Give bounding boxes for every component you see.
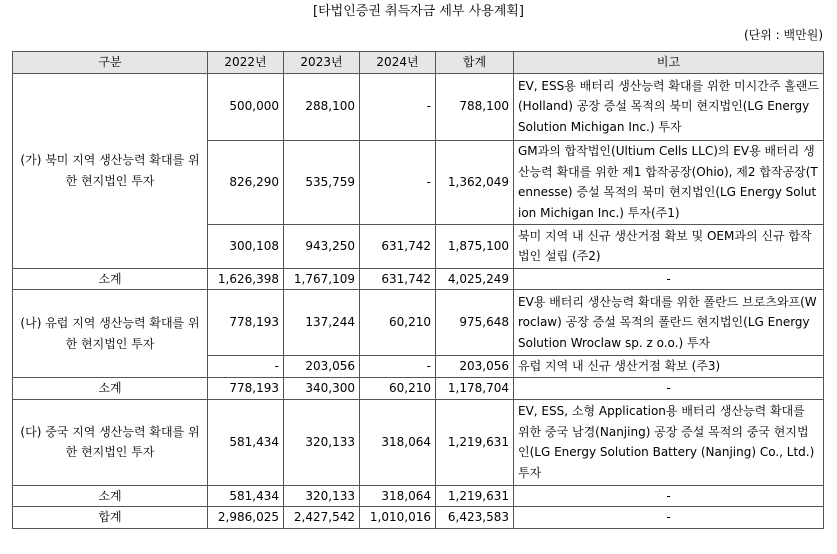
- cell-total: 203,056: [436, 356, 514, 378]
- subtotal-row: [13, 268, 824, 290]
- cell-2024: 60,210: [360, 290, 436, 356]
- header-2022: 2022년: [208, 52, 284, 74]
- cell-2022: 2,986,025: [208, 507, 284, 529]
- cell-2022: 826,290: [208, 140, 284, 224]
- cell-2022: 581,434: [208, 485, 284, 507]
- cell-total: 788,100: [436, 73, 514, 140]
- cell-2023: 203,056: [284, 356, 360, 378]
- unit-label: (단위 : 백만원): [744, 28, 823, 42]
- cell-2023: 535,759: [284, 140, 360, 224]
- group-label-north-america: (가) 북미 지역 생산능력 확대를 위한 현지법인 투자: [13, 73, 208, 268]
- cell-remarks: EV, ESS, 소형 Application용 배터리 생산능력 확대를 위한 중국 남경(Nanjing) 공장 증설 목적의 중국 현지법인(LG Energy Solution Battery (Nanjing) Co., Ltd.) 투자: [514, 399, 824, 485]
- cell-2022: 581,434: [208, 399, 284, 485]
- cell-total: 1,219,631: [436, 485, 514, 507]
- cell-2023: 340,300: [284, 378, 360, 400]
- header-2024: 2024년: [360, 52, 436, 74]
- cell-2024: 318,064: [360, 399, 436, 485]
- group-label-europe: (나) 유럽 지역 생산능력 확대를 위한 현지법인 투자: [13, 290, 208, 378]
- cell-remarks: EV, ESS용 배터리 생산능력 확대를 위한 미시간주 홀랜드(Holland) 공장 증설 목적의 북미 현지법인(LG Energy Solution Michigan Inc.) 투자: [514, 73, 824, 140]
- cell-remarks: -: [514, 507, 824, 529]
- table-row: [13, 73, 824, 140]
- cell-2024: 318,064: [360, 485, 436, 507]
- cell-remarks: GM과의 합작법인(Ultium Cells LLC)의 EV용 배터리 생산능력 확대를 위한 제1 합작공장(Ohio), 제2 합작공장(Tennesse) 증설 목적의 북미 현지법인(LG Energy Solution Michigan Inc.) 투자(주1): [514, 140, 824, 224]
- subtotal-row: [13, 485, 824, 507]
- cell-2022: 300,108: [208, 224, 284, 268]
- header-category: 구분: [13, 52, 208, 74]
- cell-total: 4,025,249: [436, 268, 514, 290]
- cell-2022: -: [208, 356, 284, 378]
- cell-2023: 320,133: [284, 399, 360, 485]
- header-total: 합계: [436, 52, 514, 74]
- cell-total: 1,219,631: [436, 399, 514, 485]
- subtotal-row: [13, 378, 824, 400]
- grand-total-row: [13, 507, 824, 529]
- cell-remarks: -: [514, 378, 824, 400]
- cell-2022: 1,626,398: [208, 268, 284, 290]
- cell-total: 1,875,100: [436, 224, 514, 268]
- subtotal-label: 소계: [13, 268, 208, 290]
- cell-2024: 60,210: [360, 378, 436, 400]
- cell-total: 975,648: [436, 290, 514, 356]
- cell-2023: 288,100: [284, 73, 360, 140]
- cell-2024: -: [360, 140, 436, 224]
- table-title: [타법인증권 취득자금 세부 사용계획]: [313, 4, 524, 19]
- cell-2024: 631,742: [360, 224, 436, 268]
- table-row: [13, 399, 824, 485]
- group-label-china: (다) 중국 지역 생산능력 확대를 위한 현지법인 투자: [13, 399, 208, 485]
- cell-2024: 1,010,016: [360, 507, 436, 529]
- cell-2022: 778,193: [208, 290, 284, 356]
- cell-2023: 137,244: [284, 290, 360, 356]
- cell-remarks: EV용 배터리 생산능력 확대를 위한 폴란드 브로츠와프(Wroclaw) 공장 증설 목적의 폴란드 현지법인(LG Energy Solution Wroclaw sp. z o.o.) 투자: [514, 290, 824, 356]
- subtotal-label: 소계: [13, 485, 208, 507]
- cell-total: 1,362,049: [436, 140, 514, 224]
- cell-total: 1,178,704: [436, 378, 514, 400]
- table-row: [13, 290, 824, 356]
- cell-remarks: -: [514, 485, 824, 507]
- fund-usage-table: [12, 51, 824, 529]
- cell-2024: 631,742: [360, 268, 436, 290]
- subtotal-label: 소계: [13, 378, 208, 400]
- cell-2022: 500,000: [208, 73, 284, 140]
- cell-remarks: -: [514, 268, 824, 290]
- grand-total-label: 합계: [13, 507, 208, 529]
- header-row: [13, 52, 824, 74]
- cell-2023: 1,767,109: [284, 268, 360, 290]
- cell-2024: -: [360, 73, 436, 140]
- cell-2022: 778,193: [208, 378, 284, 400]
- header-2023: 2023년: [284, 52, 360, 74]
- header-remarks: 비고: [514, 52, 824, 74]
- cell-2024: -: [360, 356, 436, 378]
- cell-2023: 2,427,542: [284, 507, 360, 529]
- cell-remarks: 북미 지역 내 신규 생산거점 확보 및 OEM과의 신규 합작법인 설립 (주2): [514, 224, 824, 268]
- cell-remarks: 유럽 지역 내 신규 생산거점 확보 (주3): [514, 356, 824, 378]
- cell-2023: 320,133: [284, 485, 360, 507]
- cell-2023: 943,250: [284, 224, 360, 268]
- cell-total: 6,423,583: [436, 507, 514, 529]
